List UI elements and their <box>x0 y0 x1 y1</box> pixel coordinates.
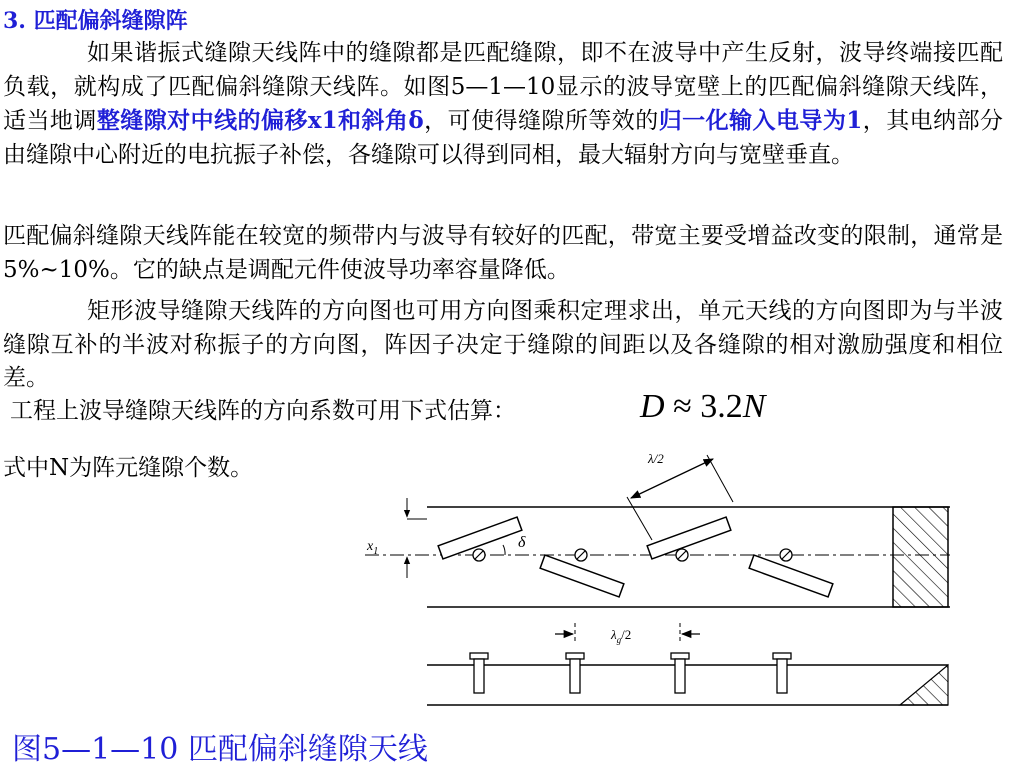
reactive-post-1 <box>470 653 488 693</box>
delta-label: δ <box>518 534 526 551</box>
probe-1 <box>473 549 485 561</box>
reactive-post-2 <box>566 653 584 693</box>
guide-wavelength-dimension <box>555 623 700 645</box>
p1-text-pre: 如果谐振式缝隙天线阵中的缝隙都是匹配缝隙，即不在波导中产生反射，波导终端接匹配负载，就构成了匹配偏斜缝隙天线阵。如图5—1—10显示的波导宽壁上的匹配偏斜缝隙天线阵，适当地调 <box>3 40 1003 134</box>
p1-text-mid: ，可使得缝隙所等效的 <box>423 108 659 134</box>
probe-2 <box>575 549 587 561</box>
waveguide-top-view <box>365 451 950 607</box>
probe-3 <box>676 549 688 561</box>
figure-caption: 图5—1—10 匹配偏斜缝隙天线 <box>12 732 428 767</box>
x1-label: $x_1$ <box>367 539 379 557</box>
paragraph-3: 矩形波导缝隙天线阵的方向图也可用方向图乘积定理求出，单元天线的方向图即为与半波缝隙互补的半波对称振子的方向图，阵因子决定于缝隙的间距以及各缝隙的相对激励强度和相位差。 <box>3 298 1003 391</box>
probe-4 <box>780 549 792 561</box>
section-heading: 3. 匹配偏斜缝隙阵 <box>3 8 188 34</box>
slot-4 <box>749 555 833 597</box>
half-lambda-label: λ/2 <box>648 451 664 466</box>
formula-note: 式中N为阵元缝隙个数。 <box>3 455 254 481</box>
slot-array-figure <box>355 443 960 713</box>
formula-op: ≈ <box>673 388 692 425</box>
p1-emphasis-conductance: 归一化输入电导为1 <box>658 107 863 134</box>
waveguide-side-view <box>427 653 948 705</box>
paragraph-1 <box>3 37 1003 172</box>
p1-text-post: ，其电纳部分由缝隙中心附近的电抗振子补偿，各缝隙可以得到同相，最大辐射方向与宽壁垂直。 <box>3 108 1004 168</box>
formula-num: 3.2 <box>700 388 743 425</box>
reactive-post-4 <box>773 653 791 693</box>
matched-load <box>893 507 948 607</box>
lambda-g-label: $\lambda_g/2$ <box>611 627 632 645</box>
formula-intro: 工程上波导缝隙天线阵的方向系数可用下式估算： <box>10 398 516 424</box>
reactive-post-3 <box>671 653 689 693</box>
p1-emphasis-offset-angle: 整缝隙对中线的偏移x1和斜角δ <box>96 107 424 134</box>
formula-lhs: D <box>640 388 665 425</box>
directivity-formula <box>640 388 765 426</box>
side-load <box>900 665 948 705</box>
formula-var: N <box>742 388 766 425</box>
slot-3 <box>647 517 731 559</box>
paragraph-2: 匹配偏斜缝隙天线阵能在较宽的频带内与波导有较好的匹配，带宽主要受增益改变的限制，通常是5%~10%。它的缺点是调配元件使波导功率容量降低。 <box>3 223 1003 283</box>
